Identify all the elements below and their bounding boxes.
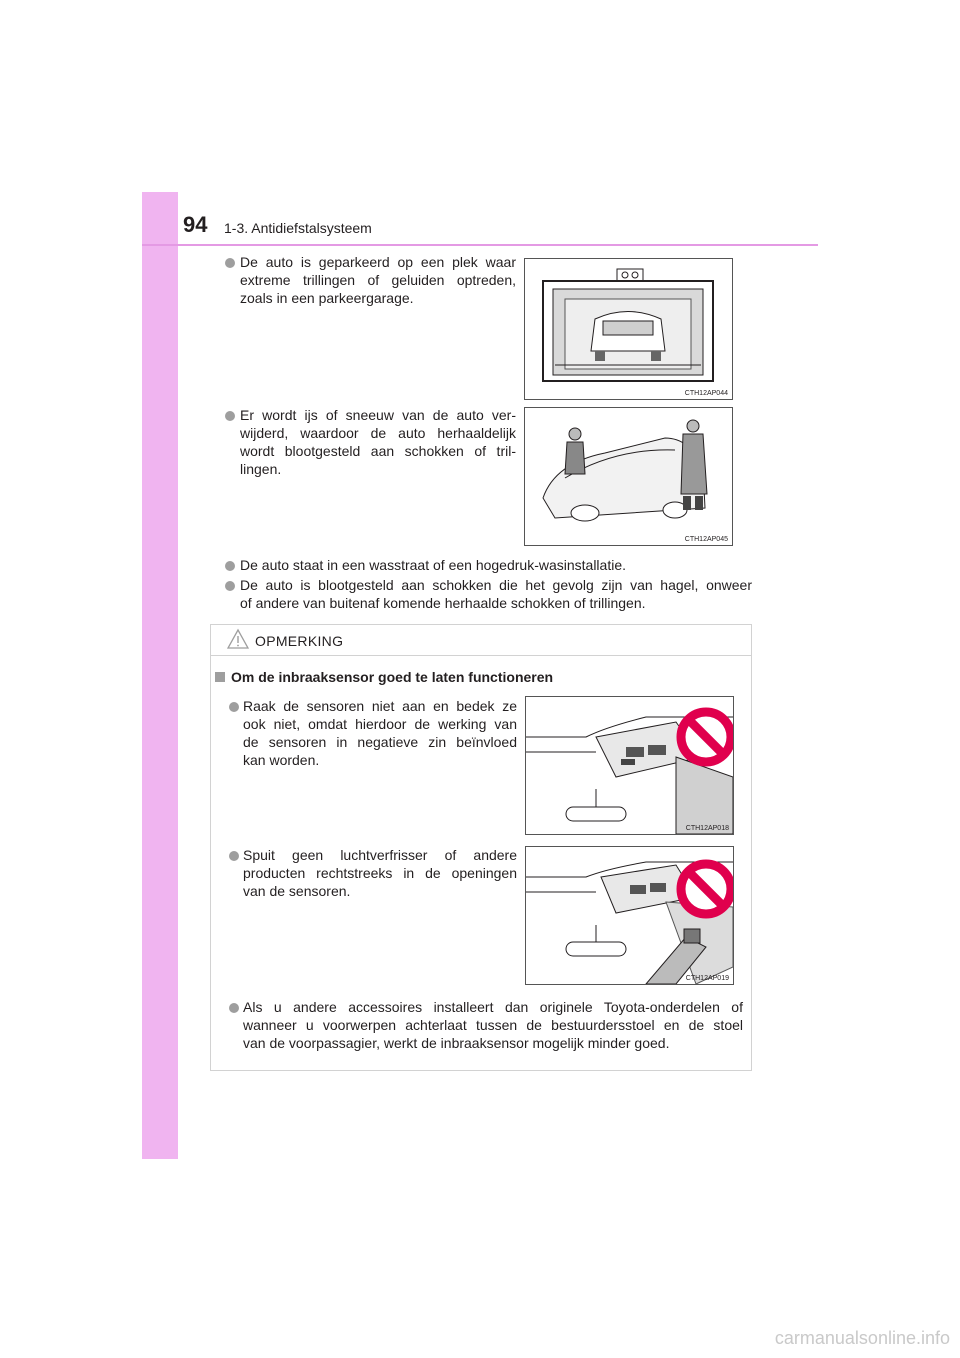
bullet-icon <box>225 561 235 571</box>
illustration-spray-prohibited <box>525 846 734 985</box>
square-bullet-icon <box>215 672 225 682</box>
watermark: carmanualsonline.info <box>774 1328 950 1348</box>
bullet-icon <box>225 581 235 591</box>
illustration-snow-removal <box>524 407 733 546</box>
bullet-text-snow-removal: Er wordt ijs of sneeuw van de auto ver- wijderd, waardoor de auto herhaaldelijk wordt blootgesteld aan schokken of tril- lingen. <box>240 407 516 477</box>
bullet-icon <box>225 258 235 268</box>
section-title: 1-3. Antidiefstalsysteem <box>224 220 372 236</box>
illustration-parking-garage <box>524 258 733 400</box>
illustration-sensor-touch-prohibited <box>525 696 734 835</box>
notice-subheading: Om de inbraaksensor goed te laten functioneren <box>231 669 554 685</box>
page-number: 94 <box>183 212 208 237</box>
bullet-text-parking-garage: De auto is geparkeerd op een plek waar extreme trillingen of geluiden optreden, zoals in een parkeergarage. <box>240 254 516 306</box>
warning-triangle-icon <box>227 628 249 655</box>
notice-box <box>210 624 752 1071</box>
notice-text-no-air-freshener: Spuit geen luchtverfrisser of andere producten rechtstreeks in de openingen van de sensoren. <box>243 847 517 899</box>
illustration-code: CTH12AP044 <box>684 390 728 397</box>
illustration-code: CTH12AP045 <box>684 536 728 543</box>
bullet-icon <box>225 411 235 421</box>
bullet-text-hail-shocks: De auto is blootgesteld aan schokken die het gevolg zijn van hagel, onweer of andere van buitenaf komende herhaalde schokken of trillingen. <box>240 577 752 611</box>
notice-header <box>211 625 751 656</box>
bullet-icon <box>229 1003 239 1013</box>
notice-text-accessories: Als u andere accessoires installeert dan originele Toyota-onderdelen of wanneer u voorwerpen achterlaat tussen de bestuurdersstoel en de stoel van de voorpassagier, werkt de inbraaksensor mogelijk minder goed. <box>243 999 743 1051</box>
header-rule <box>142 244 818 246</box>
illustration-code: CTH12AP019 <box>685 975 729 982</box>
bullet-text-car-wash: De auto staat in een wasstraat of een hogedruk-wasinstallatie. <box>240 557 627 573</box>
bullet-icon <box>229 702 239 712</box>
illustration-code: CTH12AP018 <box>685 825 729 832</box>
bullet-icon <box>229 851 239 861</box>
chapter-sidebar-tab <box>142 192 178 1159</box>
notice-title: OPMERKING <box>255 633 344 649</box>
notice-text-dont-cover-sensors: Raak de sensoren niet aan en bedek ze ook niet, omdat hierdoor de werking van de sensoren in negatieve zin beïnvloed kan worden. <box>243 698 517 768</box>
